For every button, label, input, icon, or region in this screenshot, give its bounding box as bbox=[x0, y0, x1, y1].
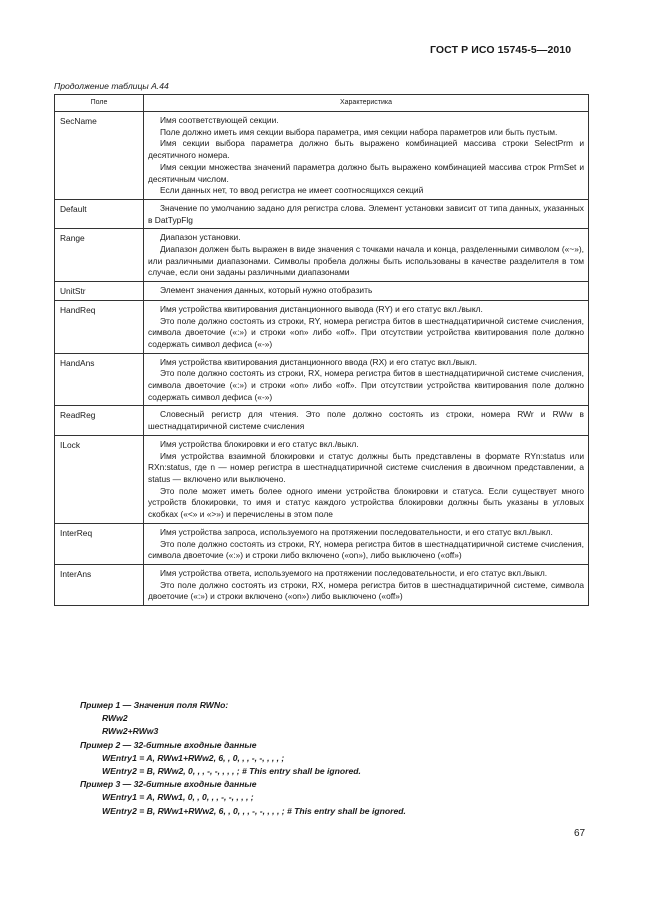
field-name-cell: UnitStr bbox=[55, 282, 144, 301]
description-paragraph: Это поле может иметь более одного имени устройства блокировки и статуса. Если существует много устройств блокировки, то имя и статус каждого устройства блокировки должны быть указаны в угловых скобках («<» и «>») и перечислены в этом поле bbox=[148, 485, 584, 520]
column-header-characteristic: Характеристика bbox=[144, 95, 589, 112]
examples-block bbox=[80, 699, 406, 818]
description-paragraph: Имя соответствующей секции. bbox=[160, 115, 279, 125]
table-row bbox=[55, 353, 589, 406]
description-paragraph: Это поле должно состоять из строки, RY, номера регистра битов в шестнадцатиричной системе счисления, символа двоеточие («:») и строки либо включено («on»), либо выключено («off») bbox=[148, 538, 584, 561]
description-cell bbox=[144, 353, 589, 406]
standard-code: ГОСТ Р ИСО 15745-5—2010 bbox=[430, 44, 572, 56]
description-cell bbox=[144, 112, 589, 200]
page-number: 67 bbox=[574, 828, 586, 839]
column-header-field: Поле bbox=[55, 95, 144, 112]
description-paragraph: Имя секции выбора параметра должно быть выражено комбинацией массива строки SelectPrm и десятичного номера. bbox=[148, 138, 584, 161]
example-1-line: RWw2 bbox=[102, 713, 128, 724]
description-cell bbox=[144, 229, 589, 282]
example-3-line: WEntry2 = B, RWw1+RWw2, 6, , 0, , , -, -, , , , ; # This entry shall be ignored. bbox=[102, 805, 406, 816]
example-1-line: RWw2+RWw3 bbox=[102, 726, 159, 737]
example-2-line: WEntry1 = A, RWw1+RWw2, 6, , 0, , , -, -, , , , ; bbox=[102, 752, 285, 763]
example-3-title: Пример 3 — 32-битные входные данные bbox=[80, 779, 257, 790]
description-cell bbox=[144, 406, 589, 435]
field-name-cell: Range bbox=[55, 229, 144, 282]
description-paragraph: Словесный регистр для чтения. Это поле должно состоять из строки, номера RWr и RWw в шестнадцатиричной системе счисления bbox=[148, 409, 584, 432]
description-paragraph: Если данных нет, то ввод регистра не имеет соотносящихся секций bbox=[160, 185, 424, 196]
table-row bbox=[55, 435, 589, 523]
description-paragraph: Это поле должно состоять из строки, RY, номера регистра битов в шестнадцатиричной системе счисления, символа двоеточие («:») и строки «on» либо «off». При отсутствии устройства квитирования поле должно содержать символ дефиса («-») bbox=[148, 315, 584, 349]
description-paragraph: Имя устройства запроса, используемого на протяжении последовательности, и его статус вкл./выкл. bbox=[160, 526, 553, 537]
example-2-line: WEntry2 = B, RWw2, 0, , , -, -, , , , ; # This entry shall be ignored. bbox=[102, 766, 361, 777]
description-paragraph: Диапазон должен быть выражен в виде значения с точками начала и конца, разделенными символом («~»), или различными диапазонами. Символы пробела должны быть использованы в качестве разделителя в том случае, если они заданы различными диапазонами bbox=[148, 244, 584, 278]
example-2-title: Пример 2 — 32-битные входные данные bbox=[80, 739, 257, 750]
table-row bbox=[55, 229, 589, 282]
field-name-cell: InterAns bbox=[55, 564, 144, 605]
table-row bbox=[55, 112, 589, 200]
table-row bbox=[55, 523, 589, 564]
description-cell bbox=[144, 523, 589, 564]
table-row bbox=[55, 300, 589, 353]
table-row bbox=[55, 282, 589, 301]
table-row bbox=[55, 406, 589, 435]
field-name-cell: ReadReg bbox=[55, 406, 144, 435]
field-name-cell: ILock bbox=[55, 435, 144, 523]
table-header-row bbox=[55, 95, 589, 112]
field-name-cell: SecName bbox=[55, 112, 144, 200]
description-paragraph: Имя устройства взаимной блокировки и статус должны быть представлены в формате RYn:status или RXn:status, где n — номер регистра в шестнадцатиричной системе счисления в двоичном представлении, а status — включено или выключено. bbox=[148, 450, 584, 484]
table-caption: Продолжение таблицы А.44 bbox=[54, 81, 169, 91]
description-cell bbox=[144, 282, 589, 301]
field-name-cell: InterReq bbox=[55, 523, 144, 564]
description-cell bbox=[144, 564, 589, 605]
field-name-cell: Default bbox=[55, 199, 144, 228]
field-name-cell: HandReq bbox=[55, 300, 144, 353]
description-paragraph: Поле должно иметь имя секции выбора параметра, имя секции набора параметров или быть пустым. bbox=[160, 126, 558, 137]
description-paragraph: Имя устройства квитирования дистанционного ввода (RX) и его статус вкл./выкл. bbox=[160, 356, 477, 367]
description-cell bbox=[144, 435, 589, 523]
description-paragraph: Значение по умолчанию задано для регистра слова. Элемент установки зависит от типа данных, указанных в DatTypFlg bbox=[148, 202, 584, 225]
table-row bbox=[55, 564, 589, 605]
description-paragraph: Имя устройства ответа, используемого на протяжении последовательности, и его статус вкл./выкл. bbox=[160, 567, 548, 578]
description-paragraph: Это поле должно состоять из строки, RX, номера регистра битов в шестнадцатиричной системе счисления, символа двоеточие («:») и строки «on» либо «off». При отсутствии устройства квитирования поле должно содержать символ дефиса («-») bbox=[148, 368, 584, 402]
example-1-title: Пример 1 — Значения поля RWNo: bbox=[80, 700, 229, 710]
description-paragraph: Это поле должно состоять из строки, RX, номера регистра битов в шестнадцатиричной системе, символа двоеточие («:») и строки включено («on») либо выключено («off») bbox=[148, 579, 584, 602]
field-name-cell: HandAns bbox=[55, 353, 144, 406]
table-row bbox=[55, 199, 589, 228]
description-cell bbox=[144, 199, 589, 228]
spec-table bbox=[54, 94, 589, 606]
description-paragraph: Имя устройства квитирования дистанционного вывода (RY) и его статус вкл./выкл. bbox=[160, 303, 483, 314]
description-paragraph: Имя устройства блокировки и его статус вкл./выкл. bbox=[160, 438, 359, 449]
description-paragraph: Элемент значения данных, который нужно отобразить bbox=[160, 285, 373, 296]
example-3-line: WEntry1 = A, RWw1, 0, , 0, , , -, -, , , , ; bbox=[102, 792, 254, 803]
description-paragraph: Имя секции множества значений параметра должно быть выражено комбинацией массива строк PrmSet и десятичным числом. bbox=[148, 161, 584, 184]
description-paragraph: Диапазон установки. bbox=[160, 232, 241, 243]
description-cell bbox=[144, 300, 589, 353]
